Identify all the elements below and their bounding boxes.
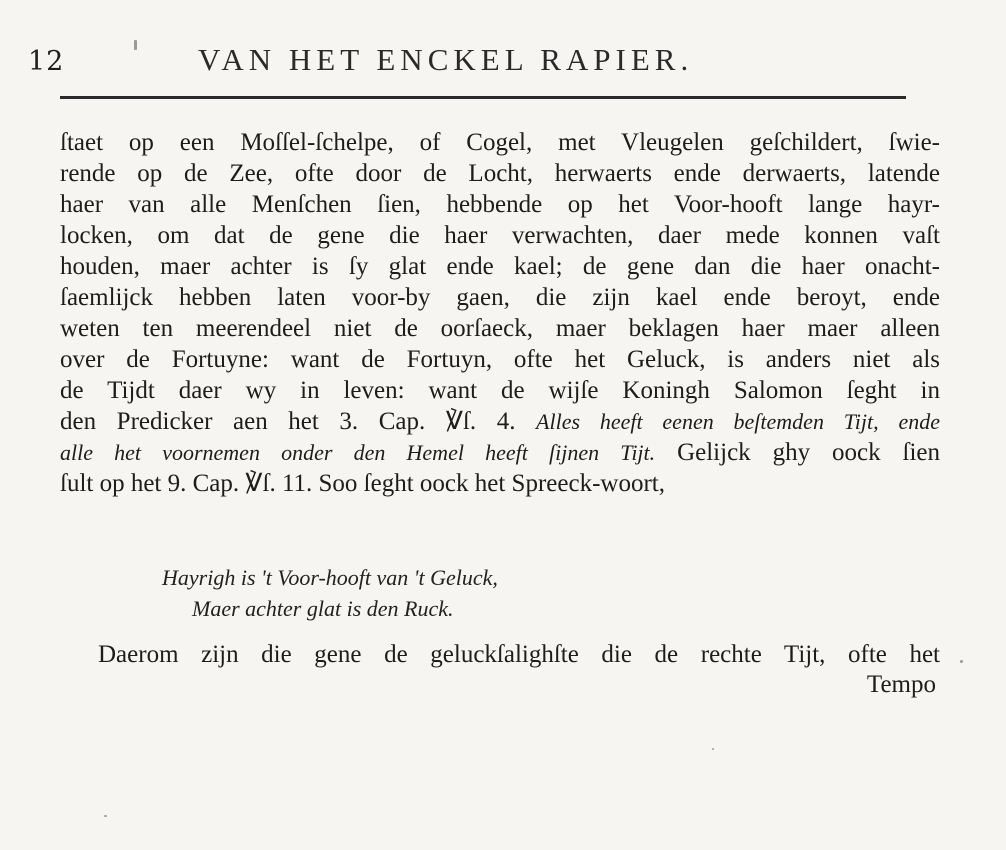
page-number: 12 — [28, 46, 65, 77]
paper-speck — [960, 660, 963, 663]
text-line: rende op de Zee, ofte door de Locht, herwaerts ende derwaerts, latende — [60, 160, 940, 187]
paper-speck — [104, 815, 107, 817]
closing-paragraph — [98, 639, 940, 670]
text-line: de Tijdt daer wy in leven: want de wijſe Koningh Salomon ſeght in — [60, 377, 940, 404]
body-paragraph — [60, 127, 940, 499]
citation-text: den Predicker aen het 3. Cap. ℣ſ. 4. — [60, 408, 516, 435]
quotation-italic: Alles heeft eenen beſtemden Tijt, ende — [536, 409, 940, 434]
citation-text: Gelijck ghy oock ſien — [677, 439, 940, 466]
running-head — [28, 42, 918, 82]
text-line: haer van alle Menſchen ſien, hebbende op het Voor-hooft lange hayr- — [60, 191, 940, 218]
proverb-verse — [162, 562, 498, 624]
text-line: locken, om dat de gene die haer verwachten, daer mede konnen vaſt — [60, 222, 940, 249]
text-line: Daerom zijn die gene de geluckſalighſte die de rechte Tijt, ofte het — [98, 641, 940, 668]
text-line: ſtaet op een Moſſel-ſchelpe, of Cogel, met Vleugelen geſchildert, ſwie- — [60, 129, 940, 156]
text-line: ſaemlijck hebben laten voor-by gaen, die zijn kael ende beroyt, ende — [60, 284, 940, 311]
catchword: Tempo — [866, 671, 936, 698]
running-title: VAN HET ENCKEL RAPIER. — [198, 42, 694, 77]
verse-line: Maer achter glat is den Ruck. — [192, 596, 454, 621]
verse-line: Hayrigh is 't Voor-hooft van 't Geluck, — [162, 565, 498, 590]
quotation-italic: alle het voornemen onder den Hemel heeft ſijnen Tijt. — [60, 440, 656, 465]
paper-speck — [712, 748, 714, 750]
text-line — [60, 437, 940, 468]
text-line — [60, 406, 940, 437]
header-rule — [60, 96, 906, 99]
text-line: ſult op het 9. Cap. ℣ſ. 11. Soo ſeght oock het Spreeck-woort, — [60, 470, 665, 497]
text-line: houden, maer achter is ſy glat ende kael; de gene dan die haer onacht- — [60, 253, 940, 280]
text-line: over de Fortuyne: want de Fortuyn, ofte het Geluck, is anders niet als — [60, 346, 940, 373]
text-line: weten ten meerendeel niet de oorſaeck, maer beklagen haer maer alleen — [60, 315, 940, 342]
paper-speck — [134, 40, 137, 50]
